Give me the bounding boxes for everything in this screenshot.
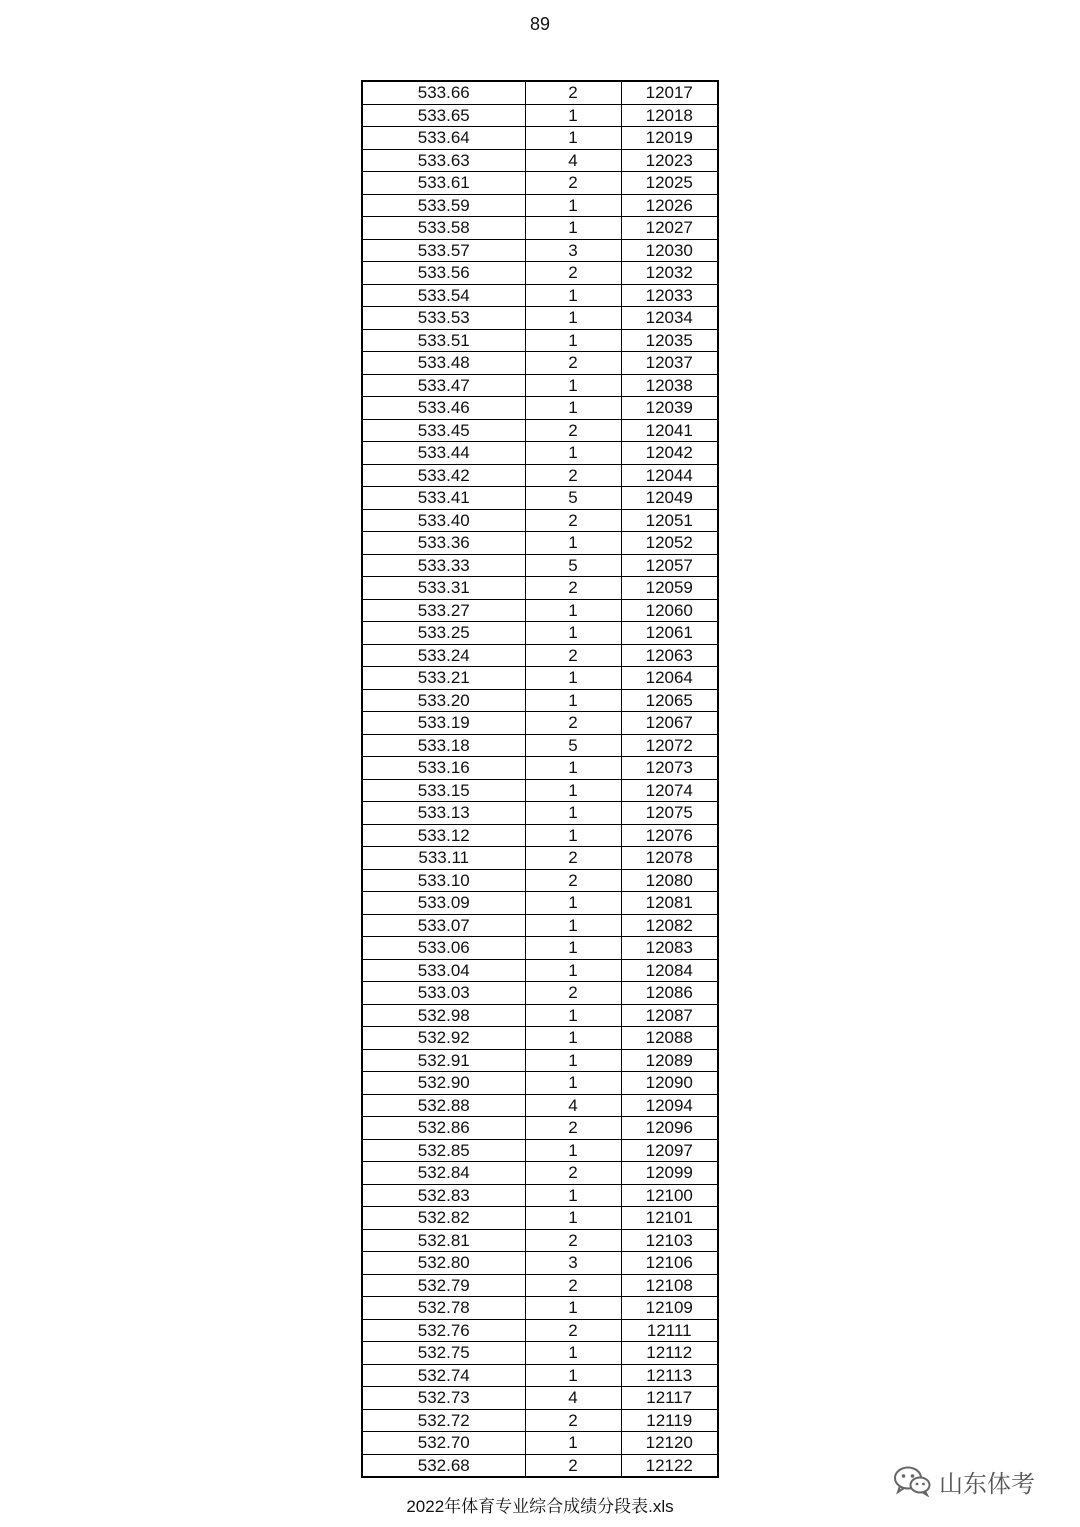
table-row — [362, 1004, 718, 1027]
table-row — [362, 307, 718, 330]
table-row — [362, 172, 718, 195]
cumulative-cell: 12083 — [621, 937, 718, 960]
score-cell: 533.61 — [362, 172, 525, 195]
footer-filename: 2022年体育专业综合成绩分段表.xls — [406, 1497, 674, 1516]
score-cell: 533.20 — [362, 689, 525, 712]
table-body — [362, 81, 718, 1477]
count-cell: 1 — [525, 914, 621, 937]
cumulative-cell: 12051 — [621, 509, 718, 532]
cumulative-cell: 12059 — [621, 577, 718, 600]
cumulative-cell: 12094 — [621, 1094, 718, 1117]
table-row — [362, 779, 718, 802]
count-cell: 2 — [525, 1162, 621, 1185]
cumulative-cell: 12060 — [621, 599, 718, 622]
count-cell: 2 — [525, 81, 621, 104]
table-row — [362, 1319, 718, 1342]
table-row — [362, 127, 718, 150]
table-row — [362, 509, 718, 532]
cumulative-cell: 12018 — [621, 104, 718, 127]
cumulative-cell: 12101 — [621, 1207, 718, 1230]
score-cell: 533.47 — [362, 374, 525, 397]
score-cell: 533.40 — [362, 509, 525, 532]
score-cell: 532.92 — [362, 1027, 525, 1050]
table-row — [362, 667, 718, 690]
score-cell: 533.53 — [362, 307, 525, 330]
table-row — [362, 81, 718, 104]
cumulative-cell: 12097 — [621, 1139, 718, 1162]
table-row — [362, 262, 718, 285]
cumulative-cell: 12019 — [621, 127, 718, 150]
table-row — [362, 824, 718, 847]
cumulative-cell: 12096 — [621, 1117, 718, 1140]
table-row — [362, 869, 718, 892]
count-cell: 2 — [525, 172, 621, 195]
cumulative-cell: 12108 — [621, 1274, 718, 1297]
score-cell: 532.74 — [362, 1364, 525, 1387]
cumulative-cell: 12041 — [621, 419, 718, 442]
count-cell: 1 — [525, 667, 621, 690]
count-cell: 5 — [525, 734, 621, 757]
count-cell: 2 — [525, 509, 621, 532]
score-cell: 533.31 — [362, 577, 525, 600]
table-row — [362, 329, 718, 352]
cumulative-cell: 12023 — [621, 149, 718, 172]
table-row — [362, 1432, 718, 1455]
score-cell: 532.75 — [362, 1342, 525, 1365]
table-row — [362, 1252, 718, 1275]
score-cell: 533.48 — [362, 352, 525, 375]
cumulative-cell: 12026 — [621, 194, 718, 217]
score-cell: 533.27 — [362, 599, 525, 622]
count-cell: 1 — [525, 689, 621, 712]
score-cell: 533.44 — [362, 442, 525, 465]
score-cell: 532.91 — [362, 1049, 525, 1072]
score-cell: 532.84 — [362, 1162, 525, 1185]
table-row — [362, 554, 718, 577]
score-cell: 533.33 — [362, 554, 525, 577]
table-row — [362, 1364, 718, 1387]
score-cell: 533.65 — [362, 104, 525, 127]
table-row — [362, 1184, 718, 1207]
cumulative-cell: 12027 — [621, 217, 718, 240]
page-number: 89 — [529, 14, 551, 34]
count-cell: 5 — [525, 487, 621, 510]
count-cell: 4 — [525, 1094, 621, 1117]
count-cell: 1 — [525, 397, 621, 420]
cumulative-cell: 12044 — [621, 464, 718, 487]
score-cell: 533.63 — [362, 149, 525, 172]
score-cell: 533.24 — [362, 644, 525, 667]
count-cell: 1 — [525, 1139, 621, 1162]
count-cell: 2 — [525, 1274, 621, 1297]
score-cell: 533.11 — [362, 847, 525, 870]
count-cell: 1 — [525, 622, 621, 645]
count-cell: 1 — [525, 442, 621, 465]
cumulative-cell: 12117 — [621, 1387, 718, 1410]
cumulative-cell: 12113 — [621, 1364, 718, 1387]
score-cell: 532.76 — [362, 1319, 525, 1342]
score-cell: 533.13 — [362, 802, 525, 825]
cumulative-cell: 12072 — [621, 734, 718, 757]
cumulative-cell: 12090 — [621, 1072, 718, 1095]
score-cell: 533.41 — [362, 487, 525, 510]
count-cell: 1 — [525, 1342, 621, 1365]
cumulative-cell: 12035 — [621, 329, 718, 352]
count-cell: 1 — [525, 779, 621, 802]
cumulative-cell: 12042 — [621, 442, 718, 465]
cumulative-cell: 12025 — [621, 172, 718, 195]
table-row — [362, 757, 718, 780]
cumulative-cell: 12082 — [621, 914, 718, 937]
score-cell: 533.07 — [362, 914, 525, 937]
cumulative-cell: 12122 — [621, 1454, 718, 1477]
count-cell: 2 — [525, 419, 621, 442]
count-cell: 1 — [525, 1072, 621, 1095]
count-cell: 1 — [525, 1432, 621, 1455]
table-row — [362, 622, 718, 645]
score-cell: 533.09 — [362, 892, 525, 915]
table-row — [362, 1072, 718, 1095]
count-cell: 1 — [525, 959, 621, 982]
table-row — [362, 712, 718, 735]
count-cell: 1 — [525, 1027, 621, 1050]
count-cell: 1 — [525, 892, 621, 915]
count-cell: 2 — [525, 1454, 621, 1477]
count-cell: 1 — [525, 1049, 621, 1072]
count-cell: 1 — [525, 1207, 621, 1230]
count-cell: 2 — [525, 464, 621, 487]
count-cell: 2 — [525, 1319, 621, 1342]
cumulative-cell: 12111 — [621, 1319, 718, 1342]
table-row — [362, 464, 718, 487]
score-cell: 533.06 — [362, 937, 525, 960]
score-cell: 533.45 — [362, 419, 525, 442]
score-cell: 532.73 — [362, 1387, 525, 1410]
count-cell: 2 — [525, 712, 621, 735]
count-cell: 1 — [525, 307, 621, 330]
cumulative-cell: 12119 — [621, 1409, 718, 1432]
score-cell: 533.58 — [362, 217, 525, 240]
table-row — [362, 937, 718, 960]
table-row — [362, 532, 718, 555]
table-row — [362, 1342, 718, 1365]
cumulative-cell: 12112 — [621, 1342, 718, 1365]
count-cell: 1 — [525, 127, 621, 150]
table-row — [362, 1162, 718, 1185]
score-cell: 533.25 — [362, 622, 525, 645]
count-cell: 1 — [525, 757, 621, 780]
cumulative-cell: 12065 — [621, 689, 718, 712]
cumulative-cell: 12063 — [621, 644, 718, 667]
count-cell: 2 — [525, 869, 621, 892]
cumulative-cell: 12067 — [621, 712, 718, 735]
table-row — [362, 689, 718, 712]
cumulative-cell: 12084 — [621, 959, 718, 982]
table-row — [362, 959, 718, 982]
cumulative-cell: 12080 — [621, 869, 718, 892]
table-row — [362, 1027, 718, 1050]
cumulative-cell: 12061 — [621, 622, 718, 645]
score-cell: 533.16 — [362, 757, 525, 780]
count-cell: 2 — [525, 352, 621, 375]
cumulative-cell: 12033 — [621, 284, 718, 307]
cumulative-cell: 12037 — [621, 352, 718, 375]
count-cell: 4 — [525, 149, 621, 172]
table-row — [362, 847, 718, 870]
table-row — [362, 982, 718, 1005]
count-cell: 1 — [525, 937, 621, 960]
table-row — [362, 374, 718, 397]
cumulative-cell: 12049 — [621, 487, 718, 510]
score-cell: 532.85 — [362, 1139, 525, 1162]
score-cell: 532.70 — [362, 1432, 525, 1455]
cumulative-cell: 12087 — [621, 1004, 718, 1027]
count-cell: 1 — [525, 824, 621, 847]
cumulative-cell: 12075 — [621, 802, 718, 825]
table-row — [362, 734, 718, 757]
cumulative-cell: 12038 — [621, 374, 718, 397]
count-cell: 2 — [525, 847, 621, 870]
table-row — [362, 914, 718, 937]
table-row — [362, 1117, 718, 1140]
table-row — [362, 644, 718, 667]
count-cell: 3 — [525, 1252, 621, 1275]
cumulative-cell: 12064 — [621, 667, 718, 690]
score-cell: 532.86 — [362, 1117, 525, 1140]
score-cell: 532.98 — [362, 1004, 525, 1027]
score-cell: 532.72 — [362, 1409, 525, 1432]
count-cell: 2 — [525, 982, 621, 1005]
count-cell: 2 — [525, 1229, 621, 1252]
score-cell: 533.12 — [362, 824, 525, 847]
score-cell: 533.10 — [362, 869, 525, 892]
cumulative-cell: 12074 — [621, 779, 718, 802]
table-row — [362, 1454, 718, 1477]
table-row — [362, 1274, 718, 1297]
cumulative-cell: 12099 — [621, 1162, 718, 1185]
cumulative-cell: 12120 — [621, 1432, 718, 1455]
cumulative-cell: 12032 — [621, 262, 718, 285]
table-row — [362, 284, 718, 307]
table-row — [362, 1229, 718, 1252]
score-cell: 532.83 — [362, 1184, 525, 1207]
table-row — [362, 397, 718, 420]
table-row — [362, 1409, 718, 1432]
score-cell: 532.80 — [362, 1252, 525, 1275]
score-cell: 533.18 — [362, 734, 525, 757]
score-cell: 532.78 — [362, 1297, 525, 1320]
count-cell: 1 — [525, 1364, 621, 1387]
table-row — [362, 104, 718, 127]
cumulative-cell: 12073 — [621, 757, 718, 780]
table-row — [362, 217, 718, 240]
count-cell: 1 — [525, 104, 621, 127]
score-distribution-table — [361, 80, 719, 1478]
table-row — [362, 1207, 718, 1230]
score-cell: 533.21 — [362, 667, 525, 690]
cumulative-cell: 12017 — [621, 81, 718, 104]
count-cell: 2 — [525, 644, 621, 667]
table-row — [362, 892, 718, 915]
count-cell: 1 — [525, 284, 621, 307]
score-cell: 533.56 — [362, 262, 525, 285]
count-cell: 2 — [525, 262, 621, 285]
table-row — [362, 1139, 718, 1162]
score-cell: 533.42 — [362, 464, 525, 487]
cumulative-cell: 12100 — [621, 1184, 718, 1207]
count-cell: 1 — [525, 1004, 621, 1027]
count-cell: 5 — [525, 554, 621, 577]
cumulative-cell: 12106 — [621, 1252, 718, 1275]
cumulative-cell: 12034 — [621, 307, 718, 330]
table-row — [362, 1094, 718, 1117]
score-cell: 532.90 — [362, 1072, 525, 1095]
cumulative-cell: 12109 — [621, 1297, 718, 1320]
table-row — [362, 194, 718, 217]
count-cell: 1 — [525, 802, 621, 825]
table-row — [362, 1387, 718, 1410]
table-row — [362, 487, 718, 510]
table-row — [362, 1049, 718, 1072]
score-cell: 533.36 — [362, 532, 525, 555]
score-cell: 532.68 — [362, 1454, 525, 1477]
count-cell: 1 — [525, 1184, 621, 1207]
count-cell: 3 — [525, 239, 621, 262]
count-cell: 1 — [525, 1297, 621, 1320]
cumulative-cell: 12081 — [621, 892, 718, 915]
cumulative-cell: 12052 — [621, 532, 718, 555]
table-row — [362, 239, 718, 262]
score-cell: 532.88 — [362, 1094, 525, 1117]
cumulative-cell: 12030 — [621, 239, 718, 262]
score-cell: 533.03 — [362, 982, 525, 1005]
table-row — [362, 149, 718, 172]
count-cell: 1 — [525, 329, 621, 352]
table-row — [362, 599, 718, 622]
count-cell: 1 — [525, 532, 621, 555]
score-cell: 533.64 — [362, 127, 525, 150]
cumulative-cell: 12086 — [621, 982, 718, 1005]
score-cell: 533.46 — [362, 397, 525, 420]
count-cell: 2 — [525, 1409, 621, 1432]
count-cell: 1 — [525, 217, 621, 240]
score-cell: 532.82 — [362, 1207, 525, 1230]
score-cell: 533.19 — [362, 712, 525, 735]
cumulative-cell: 12103 — [621, 1229, 718, 1252]
count-cell: 1 — [525, 194, 621, 217]
count-cell: 2 — [525, 577, 621, 600]
cumulative-cell: 12089 — [621, 1049, 718, 1072]
cumulative-cell: 12057 — [621, 554, 718, 577]
table-row — [362, 419, 718, 442]
score-cell: 532.81 — [362, 1229, 525, 1252]
table-row — [362, 577, 718, 600]
cumulative-cell: 12088 — [621, 1027, 718, 1050]
score-cell: 533.04 — [362, 959, 525, 982]
count-cell: 1 — [525, 374, 621, 397]
cumulative-cell: 12078 — [621, 847, 718, 870]
count-cell: 4 — [525, 1387, 621, 1410]
score-cell: 533.54 — [362, 284, 525, 307]
count-cell: 1 — [525, 599, 621, 622]
score-cell: 533.59 — [362, 194, 525, 217]
cumulative-cell: 12039 — [621, 397, 718, 420]
cumulative-cell: 12076 — [621, 824, 718, 847]
table-row — [362, 1297, 718, 1320]
score-cell: 533.15 — [362, 779, 525, 802]
table-row — [362, 352, 718, 375]
score-cell: 532.79 — [362, 1274, 525, 1297]
table-row — [362, 802, 718, 825]
count-cell: 2 — [525, 1117, 621, 1140]
table-row — [362, 442, 718, 465]
score-cell: 533.51 — [362, 329, 525, 352]
score-cell: 533.57 — [362, 239, 525, 262]
score-cell: 533.66 — [362, 81, 525, 104]
watermark-text: 山东体考 — [939, 1469, 1035, 1498]
